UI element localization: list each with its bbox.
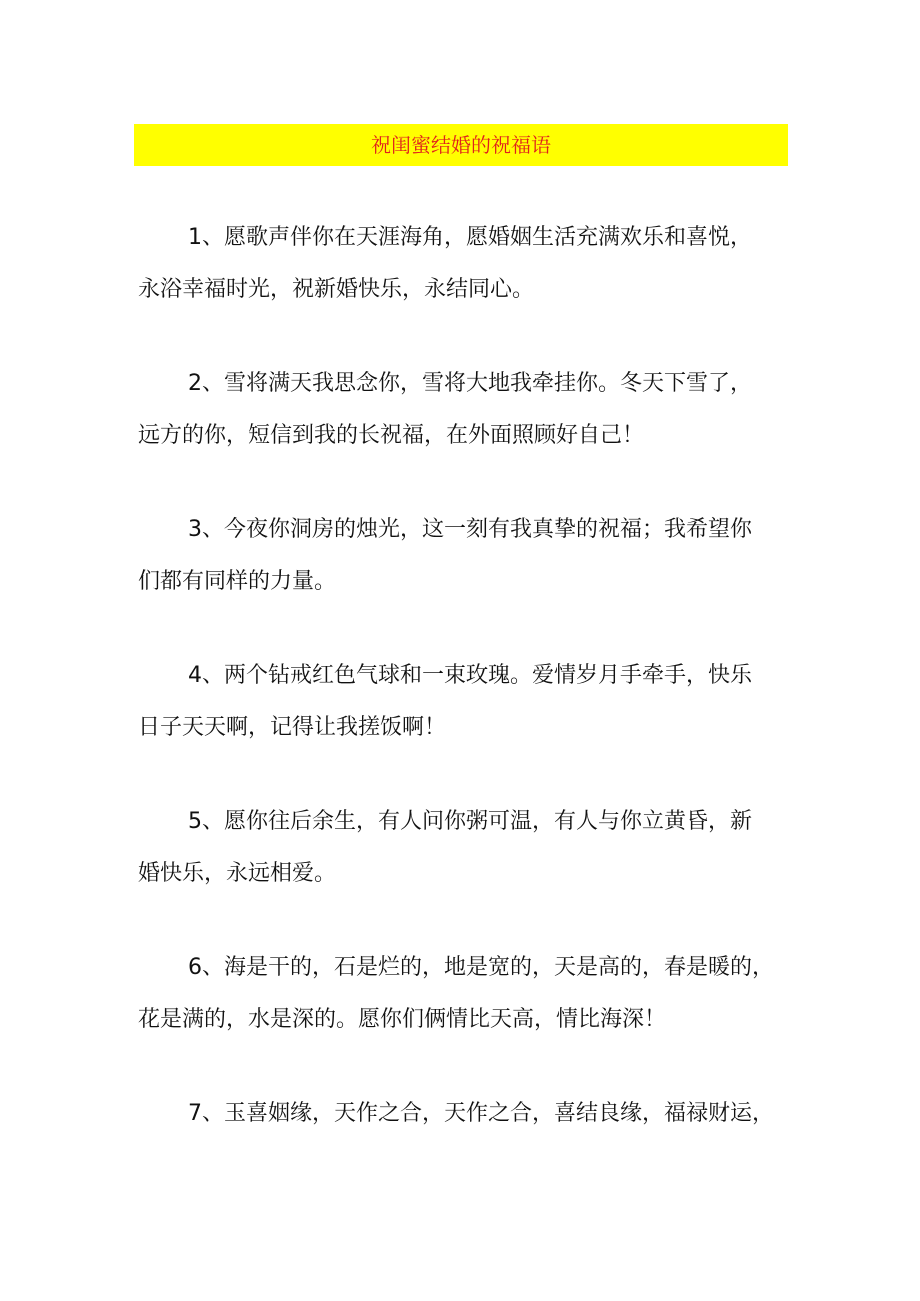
blessing-item-7: [138, 1088, 788, 1140]
item-line: 婚快乐，永远相爱。: [138, 861, 337, 886]
blessing-item-5: [138, 796, 788, 900]
blessing-item-3: [138, 504, 788, 608]
blessing-item-4: [138, 650, 788, 754]
item-line: 6、海是干的，石是烂的，地是宽的，天是高的，春是暖的，: [188, 955, 774, 980]
item-line: 永浴幸福时光，祝新婚快乐，永结同心。: [138, 277, 535, 302]
item-line: 们都有同样的力量。: [138, 569, 337, 594]
item-line: 7、玉喜姻缘，天作之合，天作之合，喜结良缘，福禄财运，: [188, 1101, 774, 1126]
item-line: 1、愿歌声伴你在天涯海角，愿婚姻生活充满欢乐和喜悦，: [188, 225, 752, 250]
item-line: 花是满的，水是深的。愿你们俩情比天高，情比海深！: [138, 1007, 667, 1032]
item-line: 日子天天啊，记得让我搓饭啊！: [138, 715, 447, 740]
item-line: 5、愿你往后余生，有人问你粥可温，有人与你立黄昏，新: [188, 809, 752, 834]
item-line: 2、雪将满天我思念你，雪将大地我牵挂你。冬天下雪了，: [188, 371, 752, 396]
blessing-item-2: [138, 358, 788, 462]
title-banner: [134, 124, 788, 166]
item-line: 4、两个钻戒红色气球和一束玫瑰。爱情岁月手牵手，快乐: [188, 663, 752, 688]
item-line: 远方的你，短信到我的长祝福，在外面照顾好自己！: [138, 423, 645, 448]
blessing-item-1: [138, 212, 788, 316]
document-title: 祝闺蜜结婚的祝福语: [371, 133, 551, 157]
item-line: 3、今夜你洞房的烛光，这一刻有我真挚的祝福；我希望你: [188, 517, 752, 542]
blessing-item-6: [138, 942, 788, 1046]
